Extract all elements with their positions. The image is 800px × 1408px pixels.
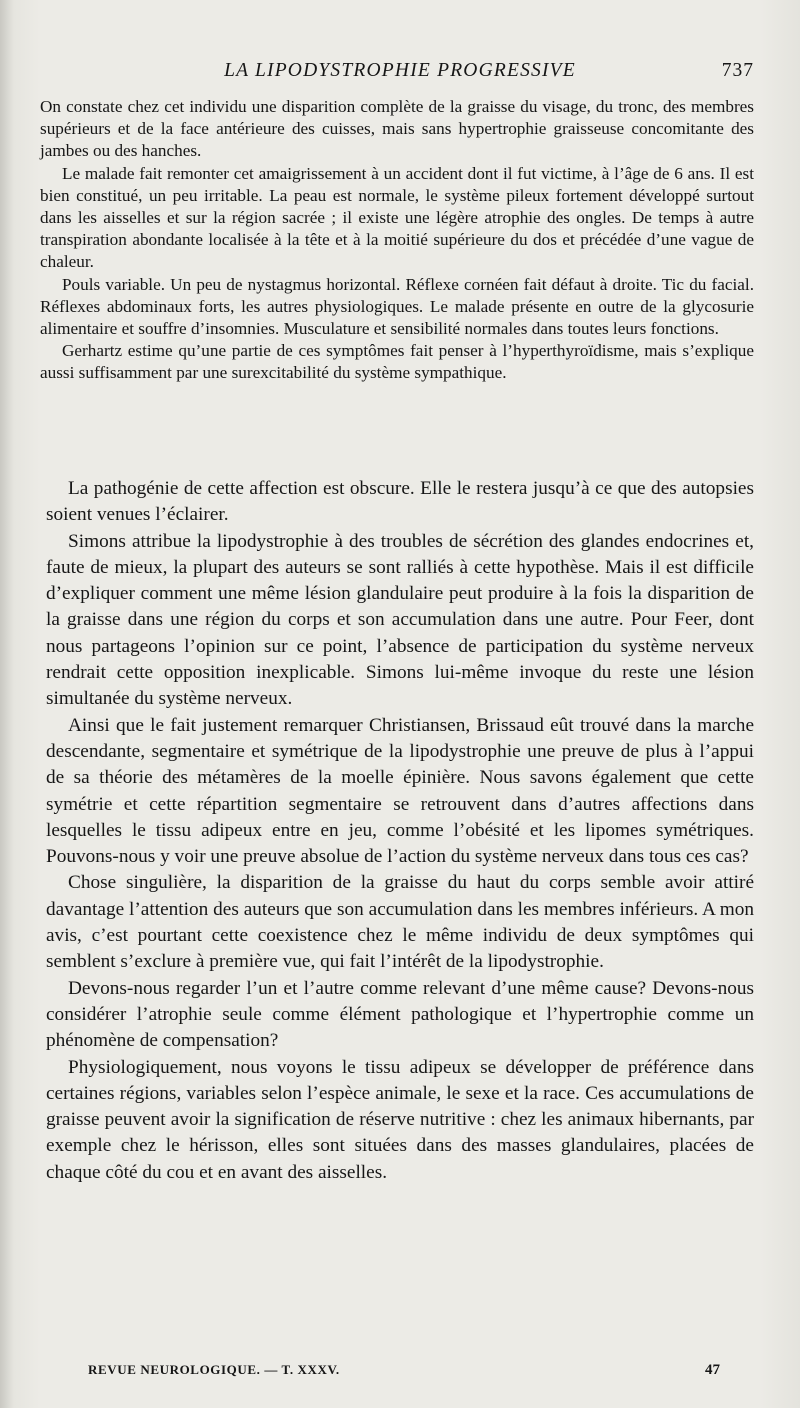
page-footer bbox=[60, 1362, 720, 1384]
main-text bbox=[46, 476, 754, 1186]
paragraph: Simons attribue la lipodystrophie à des troubles de sécrétion des glandes endocrines et, faute de mieux, la plupart des auteurs se sont ralliés à cette hypothèse. Mais il est difficile d’expliquer comment une même lésion glandulaire peut produire à la fois la disparition de la graisse dans une région du corps et son accumulation dans une autre. Pour Feer, dont nous partageons l’opinion sur ce point, l’absence de participation du système nerveux rendrait cette opposition inexplicable. Simons lui-même invoque du reste une lésion simultanée du système nerveux. bbox=[46, 530, 754, 710]
page-header bbox=[40, 60, 760, 90]
paragraph: Devons-nous regarder l’un et l’autre comme relevant d’une même cause? Devons-nous considérer l’atrophie seule comme élément pathologique et l’hypertrophie comme un phénomène de compensation? bbox=[46, 977, 754, 1052]
paragraph: Ainsi que le fait justement remarquer Christiansen, Brissaud eût trouvé dans la marche descendante, segmentaire et symétrique de la lipodystrophie une preuve de plus à l’appui de sa théorie des métamères de la moelle épinière. Nous savons également que cette symétrie et cette répartition segmentaire se retrouvent dans d’autres affections dans lesquelles le tissu adipeux entre en jeu, comme l’obésité et les lipomes symétriques. Pouvons-nous y voir une preuve absolue de l’action du système nerveux dans tous ces cas? bbox=[46, 714, 754, 868]
paragraph: Pouls variable. Un peu de nystagmus horizontal. Réflexe cornéen fait défaut à droite. Tic du facial. Réflexes abdominaux forts, les autres physiologiques. Le malade présente en outre de la glycosurie alimentaire et souffre d’insomnies. Musculature et sensibilité normales dans toutes leurs fonctions. bbox=[40, 274, 754, 339]
paragraph: Physiologiquement, nous voyons le tissu adipeux se développer de préférence dans certaines régions, variables selon l’espèce animale, le sexe et la race. Ces accumulations de graisse peuvent avoir la signification de réserve nutritive : chez les animaux hibernants, par exemple chez le hérisson, elles sont situées dans des masses glandulaires, placées de chaque côté du cou et en avant des aisselles. bbox=[46, 1056, 754, 1183]
paragraph: Chose singulière, la disparition de la graisse du haut du corps semble avoir attiré davantage l’attention des auteurs que son accumulation dans les membres inférieurs. A mon avis, c’est pourtant cette coexistence chez le même individu de deux symptômes qui semblent s’exclure à première vue, qui fait l’intérêt de la lipodystrophie. bbox=[46, 872, 754, 973]
journal-reference: REVUE NEUROLOGIQUE. — T. XXXV. bbox=[88, 1362, 340, 1377]
case-report-small-print bbox=[40, 96, 754, 385]
paragraph: Le malade fait remonter cet amaigrissement à un accident dont il fut victime, à l’âge de 6 ans. Il est bien constitué, un peu irritable. La peau est normale, le système pileux fortement développé surtout dans les aisselles et sur la région sacrée ; il existe une légère atrophie des ongles. De temps à autre transpiration abondante localisée à la tête et à la moitié supérieure du dos et précédée d’une vague de chaleur. bbox=[40, 163, 754, 272]
paragraph: Gerhartz estime qu’une partie de ces symptômes fait penser à l’hyperthyroïdisme, mais s’explique aussi suffisamment par une surexcitabilité du système sympathique. bbox=[40, 341, 754, 383]
signature-mark: 47 bbox=[705, 1362, 720, 1378]
paragraph: La pathogénie de cette affection est obscure. Elle le restera jusqu’à ce que des autopsies soient venues l’éclairer. bbox=[46, 478, 754, 526]
running-title: LA LIPODYSTROPHIE PROGRESSIVE bbox=[224, 60, 576, 81]
paragraph: On constate chez cet individu une disparition complète de la graisse du visage, du tronc, des membres supérieurs et de la face antérieure des cuisses, mais sans hypertrophie graisseuse concomitante des jambes ou des hanches. bbox=[40, 97, 754, 161]
page-number: 737 bbox=[721, 60, 754, 81]
